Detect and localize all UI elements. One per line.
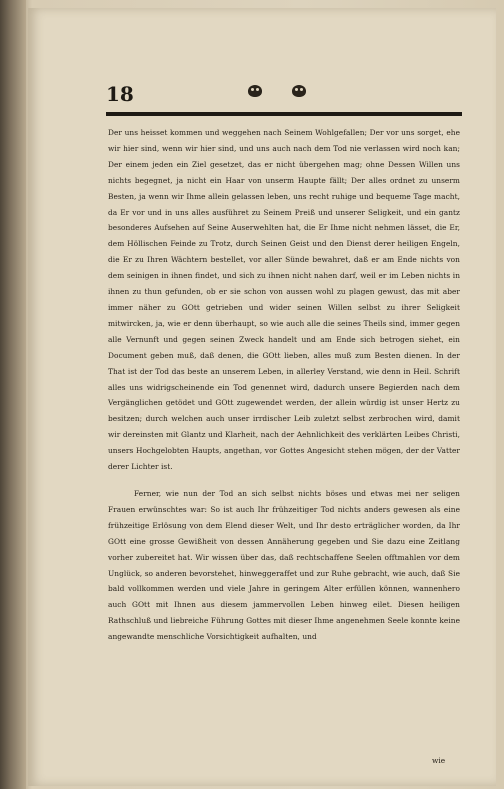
page-number: 18 xyxy=(106,82,134,106)
book-gutter xyxy=(0,0,26,789)
skull-ornament-icon xyxy=(292,85,306,97)
page-header xyxy=(106,84,462,104)
body-paragraph: Der uns heisset kommen und weggehen nach Seinem Wohlgefallen; Der vor uns sorget, ehe wir hier sind, wenn wir hier sind, und uns auch nach dem Tod nie verlassen wird noch kan; Der einem jeden ein Ziel gesetzet, das er nicht übergehen mag; ohne Dessen Willen uns nichts begegnet, ja nicht ein Haar von unserm Haupte fällt; Der alles ordnet zu unserm Besten, ja wenn wir Ihme allein gelassen leben, uns recht ruhige und bequeme Tage macht, da Er vor und in uns alles ausführet zu Seinem Preiß und unserer Seligkeit, und ein gantz besonderes Aufsehen auf Seine Auserwehlten hat, die Er Ihme nicht nehmen lässet, die Er, dem Höllischen Feinde zu Trotz, durch Seinen Geist und den Dienst derer heiligen Engeln, die Er zu Ihren Wächtern bestellet, vor aller Sünde bewahret, daß er am Ende nichts von dem seinigen in ihnen findet, und sich zu ihnen nicht nahen darf, weil er im Leben nichts in ihnen zu thun gefunden, ob er sie schon von aussen wohl zu plagen gewust, das mit aber immer näher zu GOtt getrieben und wider seinen Willen selbst zu ihrer Seligkeit mitwircken, ja, wie er denn überhaupt, so wie auch alle die seines Theils sind, immer gegen alle Vernunft und gegen seinen Zweck handelt und am Ende sich betrogen siehet, ein Document geben muß, daß denen, die GOtt lieben, alles muß zum Besten dienen. In der That ist der Tod das beste an unserem Leben, in allerley Verstand, wie denn in Heil. Schrift alles uns widrigscheinende ein Tod genennet wird, dadurch unsere Begierden nach dem Vergänglichen getödet und GOtt zugewendet werden, der allein würdig ist unser Hertz zu besitzen; durch welchen auch unser irrdischer Leib zuletzt selbst zerbrochen wird, damit wir dereinsten mit Glantz und Klarheit, nach der Aehnlichkeit des verklärten Leibes Christi, unsers Hochgelobten Haupts, angethan, vor Gottes Angesicht stehen mögen, der der Vatter derer Lichter ist. xyxy=(108,128,460,472)
skull-ornament-icon xyxy=(248,85,262,97)
catchword: wie xyxy=(432,756,446,765)
header-rule xyxy=(106,112,462,116)
body-paragraph: Ferner, wie nun der Tod an sich selbst nichts böses und etwas mei ner seligen Frauen erwünschtes war: So ist auch Ihr frühzeitiger Tod nichts anders gewesen als eine frühzeitige Erlösung von dem Elend dieser Welt, und Ihr desto erträglicher worden, da Ihr GOtt eine grosse Gewißheit von dessen Annäherung gegeben und Sie dazu eine Zeitlang vorher zubereitet hat. Wir wissen über das, daß rechtschaffene Seelen offtmahlen vor dem Unglück, so anderen bevorstehet, hinweggeraffet und zur Ruhe gebracht, wie auch, daß Sie bald vollkommen werden und viele Jahre in geringem Alter erfüllen können, wannenhero auch GOtt mit Ihnen aus diesem jammervollen Leben hinweg eilet. Diesen heiligen Rathschluß und liebreiche Führung Gottes mit dieser Ihme angenehmen Seele konnte keine angewandte menschliche Vorsichtigkeit aufhalten, und xyxy=(108,489,460,642)
